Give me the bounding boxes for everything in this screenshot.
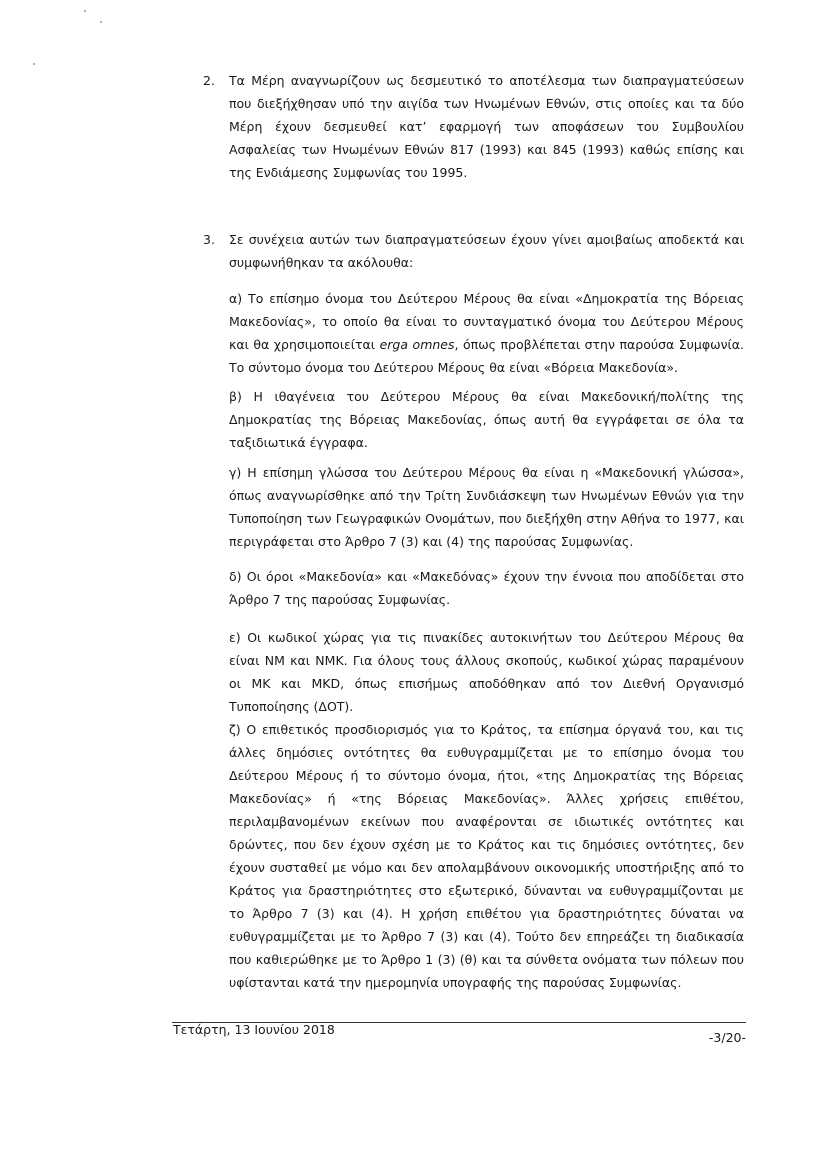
scan-speck [84, 10, 86, 12]
clause-b: β) Η ιθαγένεια του Δεύτερου Μέρους θα είναι Μακεδονική/πολίτης της Δημοκρατίας της Βόρειας Μακεδονίας, όπως αυτή θα εγγράφεται σε όλα τα ταξιδιωτικά έγγραφα. [229, 389, 744, 450]
scan-speck [100, 21, 102, 23]
clause-c: γ) Η επίσημη γλώσσα του Δεύτερου Μέρους θα είναι η «Μακεδονική γλώσσα», όπως αναγνωρίσθηκε από την Τρίτη Συνδιάσκεψη των Ηνωμένων Εθνών για την Τυποποίηση των Γεωγραφικών Ονομάτων, που διεξήχθη στην Αθήνα το 1977, και περιγράφεται στο Άρθρο 7 (3) και (4) της παρούσας Συμφωνίας. [229, 465, 744, 549]
clause-a [229, 287, 744, 379]
clause-f: ζ) Ο επιθετικός προσδιορισμός για το Κράτος, τα επίσημα όργανά του, και τις άλλες δημόσιες οντότητες θα ευθυγραμμίζεται με το επίσημο όνομα του Δεύτερου Μέρους ή το σύντομο όνομα, ήτοι, «της Δημοκρατίας της Βόρειας Μακεδονίας» ή «της Βόρειας Μακεδονίας». Άλλες χρήσεις επιθέτου, περιλαμβανομένων εκείνων που αναφέρονται σε ιδιωτικές οντότητες και δρώντες, που δεν έχουν σχέση με το Κράτος και τις δημόσιες οντότητες, δεν έχουν συσταθεί με νόμο και δεν απολαμβάνουν οικονομικής υποστήριξης από το Κράτος για δραστηριότητες στο εξωτερικό, δύνανται να ευθυγραμμίζονται με το Άρθρο 7 (3) και (4). Η χρήση επιθέτου για δραστηριότητες δύναται να ευθυγραμμίζεται με το Άρθρο 7 (3) και (4). Τούτο δεν επηρεάζει τη διαδικασία που καθιερώθηκε με το Άρθρο 1 (3) (θ) και τα σύνθετα ονόματα των πόλεων που υφίστανται κατά την ημερομηνία υπογραφής της παρούσας Συμφωνίας. [229, 722, 744, 990]
scan-speck [33, 63, 35, 65]
clause-a-latin-term: erga omnes [379, 337, 455, 352]
clause-a-text-2: , όπως προβλέπεται στην παρούσα Συμφωνία. Το σύντομο όνομα του Δεύτερου Μέρους θα είναι «Βόρεια Μακεδονία». [229, 337, 744, 375]
clause-e: ε) Οι κωδικοί χώρας για τις πινακίδες αυτοκινήτων του Δεύτερου Μέρους θα είναι NM και NMK. Για όλους τους άλλους σκοπούς, κωδικοί χώρας παραμένουν οι MK και MKD, όπως επισήμως αποδόθηκαν από τον Διεθνή Οργανισμό Τυποποίησης (ΔΟΤ). [229, 630, 744, 714]
section-2-text: Τα Μέρη αναγνωρίζουν ως δεσμευτικό το αποτέλεσμα των διαπραγματεύσεων που διεξήχθησαν υπό την αιγίδα των Ηνωμένων Εθνών, στις οποίες και τα δύο Μέρη έχουν δεσμευθεί κατ’ εφαρμογή των αποφάσεων του Συμβουλίου Ασφαλείας των Ηνωμένων Εθνών 817 (1993) και 845 (1993) καθώς επίσης και της Ενδιάμεσης Συμφωνίας του 1995. [229, 73, 744, 180]
section-number: 2. [203, 73, 215, 88]
section-3-intro: Σε συνέχεια αυτών των διαπραγματεύσεων έχουν γίνει αμοιβαίως αποδεκτά και συμφωνήθηκαν τα ακόλουθα: [229, 232, 744, 270]
page-number: -3/20- [708, 1030, 746, 1045]
clause-d: δ) Οι όροι «Μακεδονία» και «Μακεδόνας» έχουν την έννοια που αποδίδεται στο Άρθρο 7 της παρούσας Συμφωνίας. [229, 569, 744, 607]
clause-a-text-1: α) Το επίσημο όνομα του Δεύτερου Μέρους θα είναι «Δημοκρατία της Βόρειας Μακεδονίας», το οποίο θα είναι το συνταγματικό όνομα του Δεύτερου Μέρους και θα χρησιμοποιείται [229, 291, 744, 352]
section-number: 3. [203, 232, 215, 247]
footer-date: Τετάρτη, 13 Ιουνίου 2018 [173, 1022, 335, 1037]
